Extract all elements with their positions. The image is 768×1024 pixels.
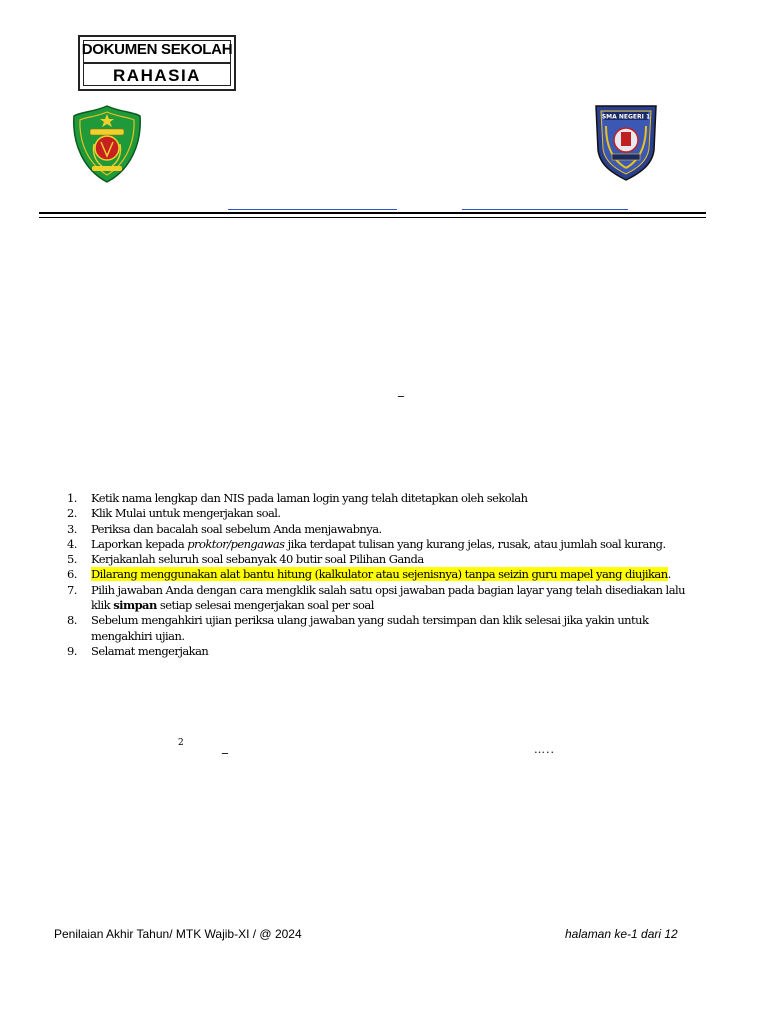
school-shield-emblem-icon xyxy=(592,102,660,182)
confidential-stamp xyxy=(78,35,236,91)
footer-exam-info: Penilaian Akhir Tahun/ MTK Wajib-XI / @ 2024 xyxy=(54,927,302,941)
left-dash: _ xyxy=(222,740,228,754)
instruction-item-highlighted: 6. Dilarang menggunakan alat bantu hitung (kalkulator atau sejenisnya) tanpa seizin guru mapel yang diujikan. xyxy=(67,567,671,582)
stamp-divider xyxy=(84,62,230,64)
save-emphasis: simpan xyxy=(113,598,157,613)
instruction-item: 4. Laporkan kepada proktor/pengawas jika terdapat tulisan yang kurang jelas, rusak, atau jumlah soal kurang. xyxy=(67,536,666,551)
proctor-emphasis: proktor/pengawas xyxy=(187,536,285,551)
superscript-two: 2 xyxy=(178,738,184,748)
header-rule-thin xyxy=(39,217,706,218)
center-dash: _ xyxy=(398,383,404,397)
instructions-list xyxy=(66,491,706,659)
instruction-item: 7. Pilih jawaban Anda dengan cara mengklik salah satu opsi jawaban pada bagian layar yang telah disediakan lalu klik simpan setiap selesai mengerjakan soal per soal xyxy=(67,582,685,613)
instruction-item: 9. Selamat mengerjakan xyxy=(67,643,209,658)
provincial-shield-emblem-icon xyxy=(72,104,142,184)
link-underline-right xyxy=(462,209,628,210)
calculator-warning-highlight: Dilarang menggunakan alat bantu hitung (kalkulator atau sejenisnya) tanpa seizin guru mapel yang diujikan xyxy=(91,567,668,582)
instruction-item: 2. Klik Mulai untuk mengerjakan soal. xyxy=(67,506,281,521)
stamp-line-secret: RAHASIA xyxy=(113,66,201,85)
header-rule-thick xyxy=(39,212,706,214)
school-badge-text: SMA NEGERI 1 xyxy=(601,113,651,121)
footer-page-number: halaman ke-1 dari 12 xyxy=(565,927,678,941)
instruction-item: 1. Ketik nama lengkap dan NIS pada laman login yang telah ditetapkan oleh sekolah xyxy=(67,491,528,505)
instruction-item: 8. Sebelum mengahkiri ujian periksa ulang jawaban yang sudah tersimpan dan klik selesai jika yakin untuk mengakhiri ujian. xyxy=(67,613,649,643)
link-underline-left xyxy=(228,209,397,210)
instruction-item: 5. Kerjakanlah seluruh soal sebanyak 40 butir soal Pilihan Ganda xyxy=(67,552,424,567)
stamp-line-document: DOKUMEN SEKOLAH xyxy=(81,41,233,58)
ellipsis-dots: ….. xyxy=(534,743,555,756)
instruction-item: 3. Periksa dan bacalah soal sebelum Anda menjawabnya. xyxy=(67,521,382,536)
